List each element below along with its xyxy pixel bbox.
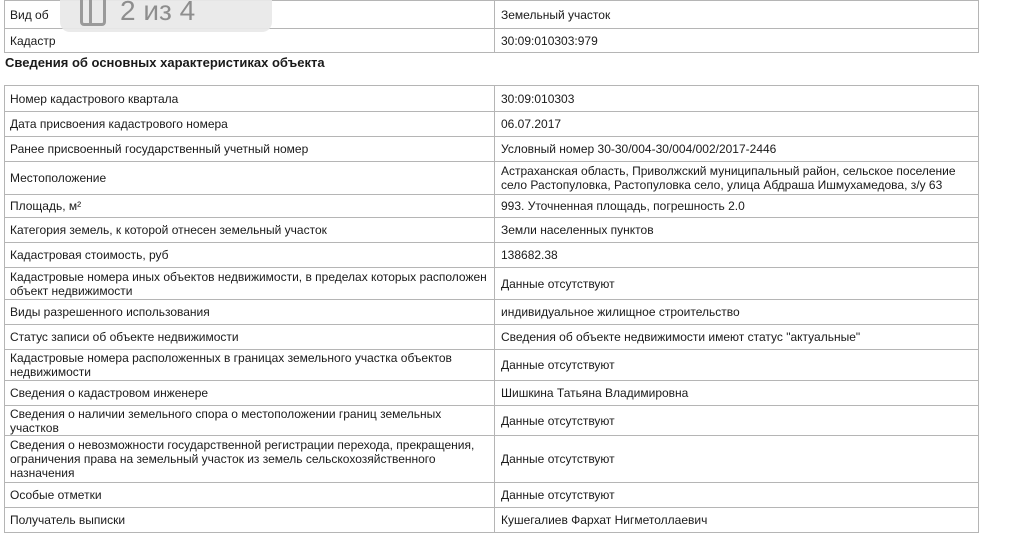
row-label: Номер кадастрового квартала — [5, 86, 495, 112]
table-row — [5, 300, 979, 325]
row-value: Земли населенных пунктов — [495, 218, 979, 243]
table-row — [5, 243, 979, 268]
row-value: Кушегалиев Фархат Нигметоллаевич — [495, 508, 979, 533]
table-row — [5, 483, 979, 508]
row-value: Данные отсутствуют — [495, 436, 979, 483]
page-indicator[interactable] — [60, 0, 272, 32]
row-value: Земельный участок — [495, 1, 979, 29]
row-value: Сведения об объекте недвижимости имеют статус "актуальные" — [495, 325, 979, 350]
table-row — [5, 218, 979, 243]
row-label: Местоположение — [5, 162, 495, 195]
row-label: Категория земель, к которой отнесен земельный участок — [5, 218, 495, 243]
table-row — [5, 162, 979, 195]
table-row — [5, 86, 979, 112]
table-row — [5, 29, 979, 53]
row-value: Шишкина Татьяна Владимировна — [495, 381, 979, 406]
row-label: Дата присвоения кадастрового номера — [5, 112, 495, 137]
row-label: Кадастровая стоимость, руб — [5, 243, 495, 268]
table-row — [5, 508, 979, 533]
row-label: Ранее присвоенный государственный учетный номер — [5, 137, 495, 162]
section-title: Сведения об основных характеристиках объекта — [5, 55, 325, 70]
table-row — [5, 406, 979, 436]
table-row — [5, 112, 979, 137]
table-row — [5, 325, 979, 350]
row-label: Площадь, м² — [5, 195, 495, 218]
document-icon — [80, 0, 106, 26]
row-label: Кадастровые номера расположенных в границах земельного участка объектов недвижимости — [5, 350, 495, 381]
row-value: Данные отсутствуют — [495, 268, 979, 300]
row-label: Вид об — [5, 1, 495, 29]
row-value: 06.07.2017 — [495, 112, 979, 137]
row-value: Данные отсутствуют — [495, 406, 979, 436]
row-value: 138682.38 — [495, 243, 979, 268]
table-row — [5, 381, 979, 406]
row-label: Кадастр — [5, 29, 495, 53]
row-label: Виды разрешенного использования — [5, 300, 495, 325]
row-value: Данные отсутствуют — [495, 350, 979, 381]
characteristics-table — [4, 85, 979, 533]
row-value: Астраханская область, Приволжский муниципальный район, сельское поселение село Растопуловка, Растопуловка село, улица Абдраша Ишмухамедова, з/у 63 — [495, 162, 979, 195]
table-row — [5, 268, 979, 300]
table-row — [5, 195, 979, 218]
row-label: Сведения о невозможности государственной регистрации перехода, прекращения, ограничения права на земельный участок из земель сельскохозяйственного назначения — [5, 436, 495, 483]
row-value: 993. Уточненная площадь, погрешность 2.0 — [495, 195, 979, 218]
table-row — [5, 350, 979, 381]
row-label: Получатель выписки — [5, 508, 495, 533]
row-value: Условный номер 30-30/004-30/004/002/2017-2446 — [495, 137, 979, 162]
table-row — [5, 436, 979, 483]
table-row — [5, 137, 979, 162]
row-value: 30:09:010303 — [495, 86, 979, 112]
row-label: Статус записи об объекте недвижимости — [5, 325, 495, 350]
row-label: Сведения о кадастровом инженере — [5, 381, 495, 406]
row-value: 30:09:010303:979 — [495, 29, 979, 53]
row-label: Кадастровые номера иных объектов недвижимости, в пределах которых расположен объект недвижимости — [5, 268, 495, 300]
row-label: Сведения о наличии земельного спора о местоположении границ земельных участков — [5, 406, 495, 436]
row-value: Данные отсутствуют — [495, 483, 979, 508]
page-counter: 2 из 4 — [120, 0, 196, 26]
row-value: индивидуальное жилищное строительство — [495, 300, 979, 325]
row-label: Особые отметки — [5, 483, 495, 508]
